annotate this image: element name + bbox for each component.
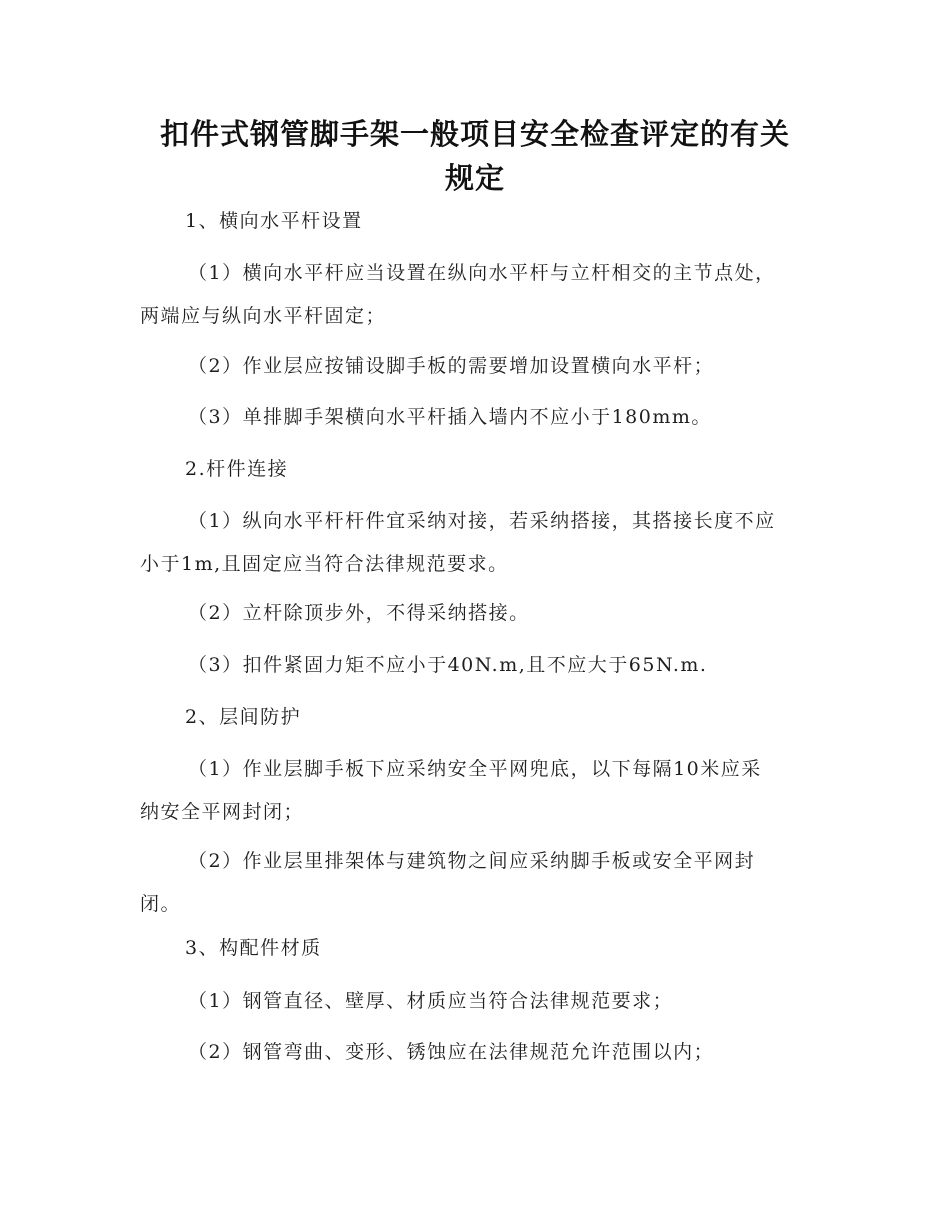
paragraph-4-2 <box>140 1031 810 1074</box>
paragraph-2-1 <box>140 500 810 586</box>
paragraph-line: 两端应与纵向水平杆固定； <box>140 305 387 327</box>
paragraph-line: 闭。 <box>140 893 182 915</box>
paragraph-line: （2）钢管弯曲、变形、锈蚀应在法律规范允许范围以内； <box>188 1041 715 1063</box>
paragraph-line: （2）立杆除顶步外，不得采纳搭接。 <box>188 602 530 624</box>
paragraph-line: 小于1m,且固定应当符合法律规范要求。 <box>140 553 509 575</box>
section-heading-1: 1、横向水平杆设置 <box>185 210 363 232</box>
document-title <box>140 112 810 200</box>
paragraph-1-2 <box>140 345 810 388</box>
paragraph-line: （3）单排脚手架横向水平杆插入墙内不应小于180mm。 <box>188 406 712 428</box>
paragraph-line: （1）作业层脚手板下应采纳安全平网兜底，以下每隔10米应采 <box>188 758 762 780</box>
paragraph-line: （1）横向水平杆应当设置在纵向水平杆与立杆相交的主节点处， <box>188 262 776 284</box>
paragraph-1-3 <box>140 396 810 439</box>
paragraph-2-2 <box>140 592 810 635</box>
paragraph-3-1 <box>140 748 810 834</box>
paragraph-line: （3）扣件紧固力矩不应小于40N.m,且不应大于65N.m. <box>188 654 708 676</box>
section-heading-2: 2.杆件连接 <box>185 458 289 480</box>
paragraph-2-3 <box>140 644 810 687</box>
title-line-2: 规定 <box>444 161 505 195</box>
paragraph-4-1 <box>140 980 810 1023</box>
section-heading-4: 3、构配件材质 <box>185 937 322 959</box>
paragraph-line: （1）钢管直径、壁厚、材质应当符合法律规范要求； <box>188 990 674 1012</box>
paragraph-line: （2）作业层里排架体与建筑物之间应采纳脚手板或安全平网封 <box>188 850 756 872</box>
paragraph-line: （1）纵向水平杆杆件宜采纳对接，若采纳搭接，其搭接长度不应 <box>188 510 776 532</box>
title-line-1: 扣件式钢管脚手架一般项目安全检查评定的有关 <box>159 117 790 151</box>
paragraph-1-1 <box>140 252 810 338</box>
section-heading-3: 2、层间防护 <box>185 706 302 728</box>
paragraph-line: 纳安全平网封闭； <box>140 801 305 823</box>
paragraph-3-2 <box>140 840 810 926</box>
paragraph-line: （2）作业层应按铺设脚手板的需要增加设置横向水平杆； <box>188 355 715 377</box>
